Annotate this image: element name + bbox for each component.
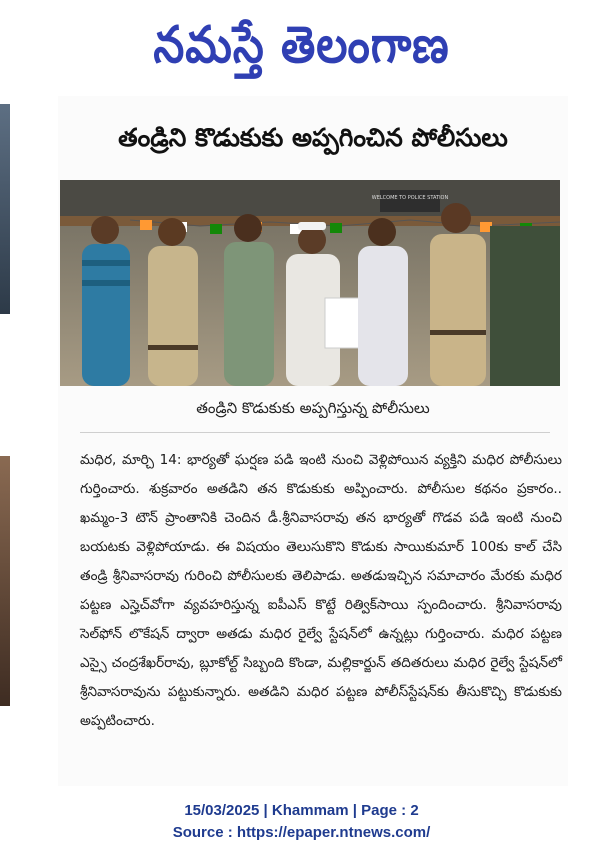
article-body: మధిర, మార్చి 14: భార్యతో ఘర్షణ పడి ఇంటి నుంచి వెళ్లిపోయిన వ్యక్తిని మధిర పోలీసులు గుర్తించారు. శుక్రవారం అతడిని తన కొడుకుకు అప్పించారు. పోలీసుల కథనం ప్రకారం.. ఖమ్మం-3 టౌన్ ప్రాంతానికి చెందిన డీ.శ్రీనివాసరావు తన భార్యతో గొడవ పడి ఇంటి నుంచి బయటకు వెళ్లిపోయాడు. ఈ విషయం తెలుసుకొని కొడుకు సాయికుమార్ 100కు కాల్ చేసి తండ్రి శ్రీనివాసరావు గురించి పోలీసులకు తెలిపాడు. అతడుఇచ్చిన సమాచారం మేరకు మధిర పట్టణ ఎస్హెచ్‌వోగా వ్యవహరిస్తున్న ఐపీఎస్ కొట్టే రిత్విక్‌సాయి స్పందించారు. శ్రీనివాసరావు సెల్‌ఫోన్ లొకేషన్ ద్వారా అతడు మధిర రైల్వే స్టేషన్‌లో ఉన్నట్లు గుర్తించారు. మధిర పట్టణ ఎస్సై చంద్రశేఖర్‌రావు, బ్లూకోల్ట్ సిబ్బంది కొండా, మల్లికార్జున్ తదితరులు మధిర రైల్వే స్టేషన్‌లో శ్రీనివాసరావును పట్టుకున్నారు. అతడిని మధిర పట్టణ పోలీస్‌స్టేషన్‌కు తీసుకొచ్చి కొడుకుకు అప్పటించారు. — [80, 452, 562, 729]
article-headline: తండ్రిని కొడుకుకు అప్పగించిన పోలీసులు — [118, 123, 508, 152]
newspaper-logo: నమస్తే తెలంగాణ — [153, 16, 450, 75]
masthead — [0, 6, 603, 86]
page-footer — [0, 800, 603, 844]
station-sign — [380, 190, 440, 212]
station-sign-text: WELCOME TO POLICE STATION — [371, 195, 449, 201]
article-photo — [60, 180, 560, 386]
adjacent-article-strip — [0, 96, 12, 786]
edition-info: 15/03/2025 | Khammam | Page : 2 — [184, 802, 419, 819]
photo-caption: తండ్రిని కొడుకుకు అప్పగిస్తున్న పోలీసులు — [196, 399, 430, 417]
adjacent-photo — [0, 456, 10, 706]
police-station-photo — [60, 180, 560, 386]
caption-divider — [80, 432, 550, 433]
adjacent-photo — [0, 104, 10, 314]
source-link[interactable]: Source : https://epaper.ntnews.com/ — [172, 824, 431, 841]
